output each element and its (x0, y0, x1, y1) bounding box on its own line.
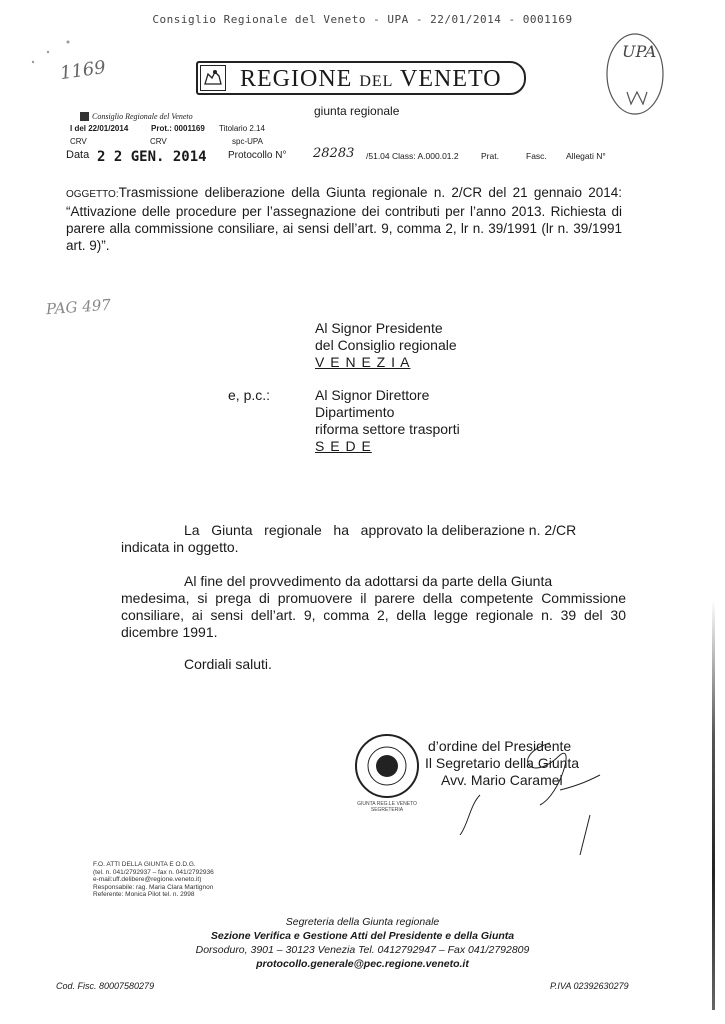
closing: Cordiali saluti. (184, 656, 272, 672)
body-paragraph-2 (121, 573, 626, 641)
office-note-line: F.O. ATTI DELLA GIUNTA E O.D.G. (93, 861, 196, 868)
protocollo-class: /51.04 Class: A.000.01.2 (366, 151, 459, 161)
footer-address (150, 915, 575, 971)
giunta-regionale-label: giunta regionale (314, 104, 400, 118)
office-note-line: (tel. n. 041/2792937 – fax n. 041/2792936 (93, 868, 214, 876)
handwritten-number: 1169 (58, 56, 108, 85)
subject-text: Trasmissione deliberazione della Giunta regionale n. 2/CR del 21 gennaio 2014: “Attivazione delle procedure per l’assegnazione dei contributi per l’anno 2013. Richiesta di parere alla commissione consiliare, ai sensi dell’art. 9, comma 2, lr n. 39/1991 (lr n. 39/1991 art. 9)”. (66, 185, 622, 253)
office-note-line: Referente: Monica Pilot tel. n. 2998 (93, 891, 195, 898)
registration-spc: spc-UPA (232, 137, 263, 146)
cc-line: Al Signor Direttore (315, 387, 430, 403)
footer-line-1: Segreteria della Giunta regionale (285, 916, 440, 928)
recipient-city: V E N E Z I A (315, 354, 411, 370)
footer-email: protocollo.generale@pec.regione.veneto.it (256, 958, 469, 970)
registration-date: I del 22/01/2014 (70, 124, 129, 133)
lion-emblem-icon (200, 65, 226, 91)
date-stamp: 2 2 GEN. 2014 (97, 149, 207, 165)
cc-place: S E D E (315, 438, 372, 454)
partita-iva: P.IVA 02392630279 (550, 981, 629, 991)
prat-label: Prat. (481, 151, 499, 161)
official-seal (354, 733, 420, 799)
data-label: Data (66, 149, 90, 161)
body-p1-line2: indicata in oggetto. (121, 539, 239, 555)
allegati-label: Allegati N° (566, 151, 606, 161)
signature-line-1: d’ordine del Presidente (428, 738, 572, 754)
logo-veneto: VENETO (400, 66, 502, 92)
subject-label: OGGETTO: (66, 189, 119, 200)
pencil-marks (28, 38, 78, 68)
handwritten-signature (440, 735, 620, 865)
registration-crv-1: CRV (70, 137, 87, 146)
consiglio-stamp-icon (80, 112, 89, 121)
body-paragraph-1 (121, 522, 626, 556)
logo-regione: REGIONE (240, 66, 353, 92)
region-name (240, 66, 502, 93)
registration-stamp-header: Consiglio Regionale del Veneto - UPA - 22/01/2014 - 0001169 (152, 13, 573, 26)
signature-line-3: Avv. Mario Caramel (441, 772, 563, 788)
subject-block (66, 184, 622, 254)
consiglio-stamp-label: Consiglio Regionale del Veneto (92, 112, 193, 121)
body-p2-rest: medesima, si prega di promuovere il parere della competente Commissione consiliare, ai sensi dell’art. 9, comma 2, della legge regionale n. 39 del 30 dicembre 1991. (121, 590, 626, 640)
office-note-line: e-mail:uff.delibere@regione.veneto.it) (93, 876, 202, 883)
body-p1-line1: La Giunta regionale ha approvato la deliberazione n. 2/CR (184, 522, 577, 538)
recipient-line: Al Signor Presidente (315, 320, 443, 336)
cc-line: riforma settore trasporti (315, 421, 460, 437)
signature-line-2: Il Segretario della Giunta (425, 755, 580, 771)
fasc-label: Fasc. (526, 151, 547, 161)
office-note-line: Responsabile: rag. Maria Clara Martignon (93, 883, 214, 891)
office-note (93, 861, 214, 899)
cc-label: e, p.c.: (228, 387, 271, 403)
logo-del: DEL (359, 73, 394, 90)
handwritten-upa: UPA (622, 42, 657, 61)
recipient-primary (315, 320, 457, 371)
registration-crv-2: CRV (150, 137, 167, 146)
protocollo-number: 28283 (313, 146, 355, 161)
recipient-line: del Consiglio regionale (315, 337, 457, 353)
cc-line: Dipartimento (315, 404, 395, 420)
footer-line-3: Dorsoduro, 3901 – 30123 Venezia Tel. 0412792947 – Fax 041/2792809 (195, 944, 530, 956)
protocollo-label: Protocollo N° (228, 150, 287, 161)
registration-prot: Prot.: 0001169 (151, 124, 205, 133)
body-p2-first: Al fine del provvedimento da adottarsi da parte della Giunta (184, 573, 553, 589)
registration-titolario: Titolario 2.14 (219, 124, 265, 133)
seal-text: GIUNTA REG.LE VENETO SEGRETERIA (357, 801, 417, 813)
codice-fiscale: Cod. Fisc. 80007580279 (56, 981, 155, 991)
recipient-cc (315, 387, 460, 455)
footer-line-2: Sezione Verifica e Gestione Atti del Presidente e della Giunta (210, 930, 515, 942)
handwritten-page-note: PAG 497 (45, 295, 112, 319)
scan-edge-artifact (712, 600, 715, 1010)
